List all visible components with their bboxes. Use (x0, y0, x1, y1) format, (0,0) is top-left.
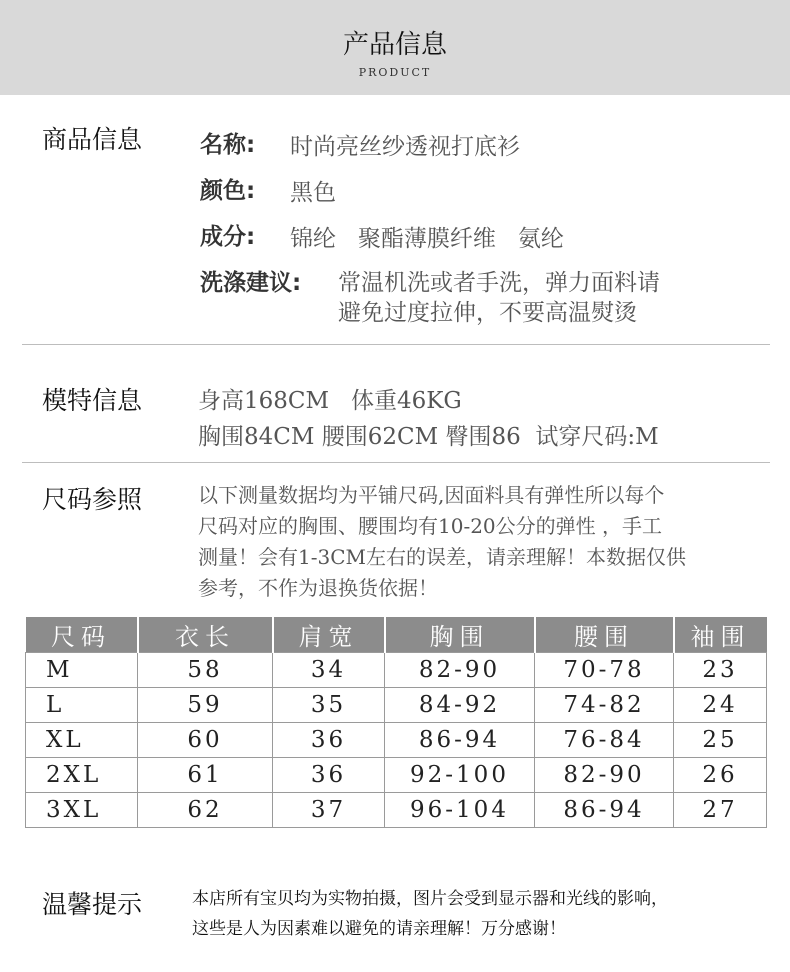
table-cell: 24 (674, 688, 767, 723)
table-cell: 36 (273, 758, 385, 793)
color-value: 黑色 (290, 180, 336, 206)
table-cell: 62 (138, 793, 273, 828)
wash-label: 洗涤建议: (200, 270, 302, 296)
table-cell: 82-90 (535, 758, 674, 793)
notice-line1: 本店所有宝贝均为实物拍摄，图片会受到显示器和光线的影响， (192, 889, 668, 909)
table-cell: 96-104 (385, 793, 535, 828)
material-label: 成分: (200, 224, 256, 250)
name-value: 时尚亮丝纱透视打底衫 (290, 134, 520, 160)
size-note-line1: 以下测量数据均为平铺尺码,因面料具有弹性所以每个 (198, 483, 665, 507)
table-cell: 35 (273, 688, 385, 723)
table-cell: 92-100 (385, 758, 535, 793)
table-cell: 3XL (26, 793, 138, 828)
table-cell: 86-94 (535, 793, 674, 828)
table-cell: 2XL (26, 758, 138, 793)
table-cell: 36 (273, 723, 385, 758)
table-header-cell: 肩宽 (273, 617, 385, 653)
product-section-title: 商品信息 (42, 125, 143, 154)
table-cell: 34 (273, 653, 385, 688)
name-label: 名称: (200, 132, 256, 158)
table-row (26, 793, 767, 828)
table-cell: 25 (674, 723, 767, 758)
table-cell: 70-78 (535, 653, 674, 688)
table-cell: 23 (674, 653, 767, 688)
header-title: 产品信息 (342, 30, 447, 60)
table-row (26, 688, 767, 723)
table-cell: 61 (138, 758, 273, 793)
table-cell: L (26, 688, 138, 723)
notice-section-title: 温馨提示 (42, 890, 143, 919)
table-row (26, 758, 767, 793)
header-subtitle: PRODUCT (358, 66, 432, 79)
table-header-cell: 衣长 (138, 617, 273, 653)
table-cell: 86-94 (385, 723, 535, 758)
table-cell: M (26, 653, 138, 688)
table-header-cell: 胸围 (385, 617, 535, 653)
table-cell: 76-84 (535, 723, 674, 758)
table-header-row (26, 617, 767, 653)
table-header-cell: 袖围 (674, 617, 767, 653)
color-label: 颜色: (200, 178, 256, 204)
model-line1: 身高168CM 体重46KG (198, 388, 462, 414)
table-cell: 59 (138, 688, 273, 723)
size-note-line2: 尺码对应的胸围、腰围均有10-20公分的弹性 ，手工 (198, 514, 663, 538)
table-row (26, 723, 767, 758)
table-cell: 84-92 (385, 688, 535, 723)
notice-line2: 这些是人为因素难以避免的请亲理解！万分感谢！ (192, 919, 566, 939)
table-cell: XL (26, 723, 138, 758)
model-line2: 胸围84CM 腰围62CM 臀围86 试穿尺码:M (198, 424, 659, 450)
size-note-line3: 测量！会有1-3CM左右的误差，请亲理解！本数据仅供 (198, 545, 686, 569)
table-cell: 82-90 (385, 653, 535, 688)
table-cell: 26 (674, 758, 767, 793)
size-section-title: 尺码参照 (42, 485, 143, 514)
size-note-line4: 参考，不作为退换货依据！ (198, 576, 438, 600)
table-cell: 60 (138, 723, 273, 758)
table-cell: 27 (674, 793, 767, 828)
wash-value-line1: 常温机洗或者手洗，弹力面料请 (338, 270, 660, 296)
table-cell: 58 (138, 653, 273, 688)
table-header-cell: 尺码 (26, 617, 138, 653)
table-cell: 74-82 (535, 688, 674, 723)
material-value: 锦纶 聚酯薄膜纤维 氨纶 (290, 226, 564, 252)
divider (22, 344, 770, 345)
table-row (26, 653, 767, 688)
header-banner (0, 0, 790, 95)
divider (22, 462, 770, 463)
wash-value-line2: 避免过度拉伸，不要高温熨烫 (338, 300, 637, 326)
size-table (25, 617, 767, 828)
table-cell: 37 (273, 793, 385, 828)
model-section-title: 模特信息 (42, 386, 143, 415)
table-header-cell: 腰围 (535, 617, 674, 653)
